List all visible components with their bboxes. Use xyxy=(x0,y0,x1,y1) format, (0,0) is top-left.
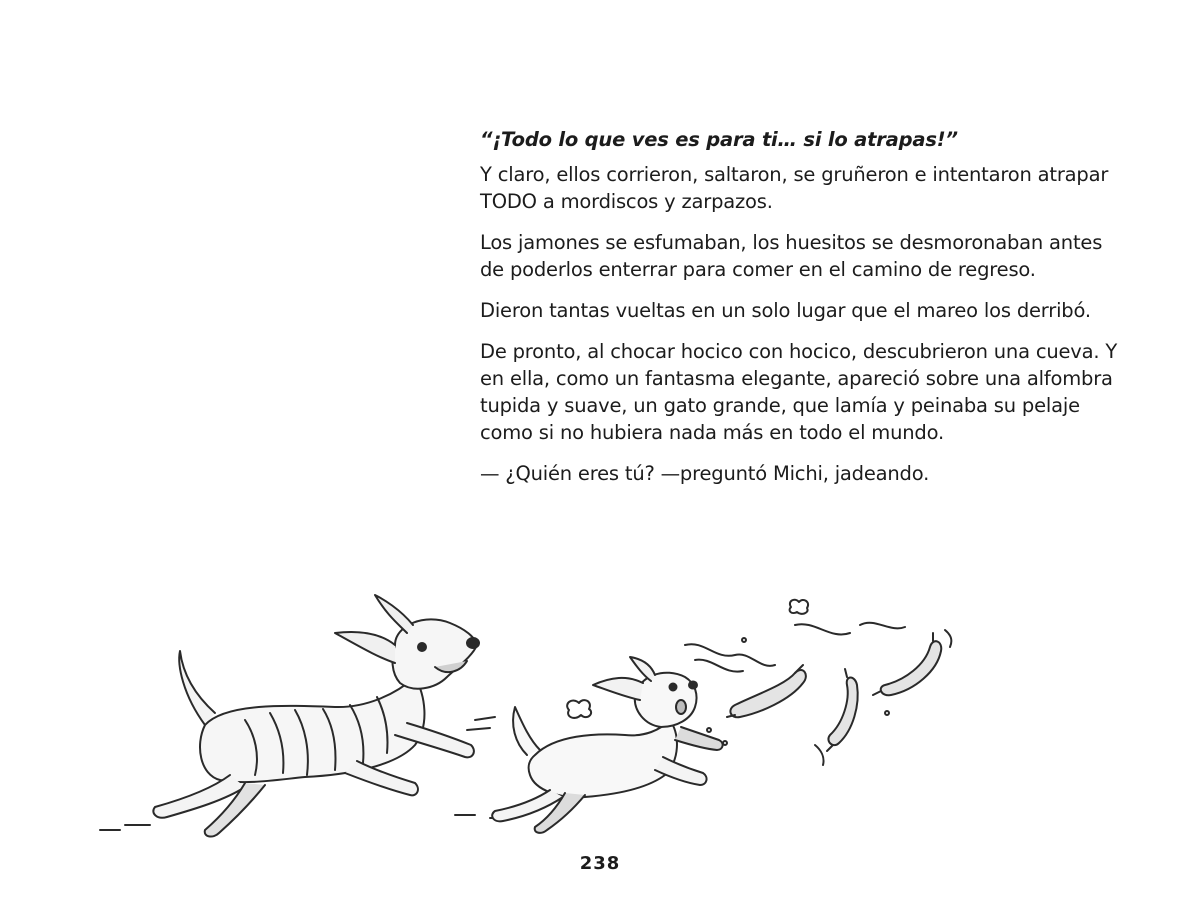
story-text xyxy=(480,126,1120,501)
sausages xyxy=(685,600,951,765)
speed-line xyxy=(100,825,150,830)
story-quote: “¡Todo lo que ves es para ti… si lo atrapas!” xyxy=(480,128,958,151)
story-paragraph-4: De pronto, al chocar hocico con hocico, descubrieron una cueva. Y en ella, como un fantasma elegante, apareció sobre una alfombra tupida y suave, un gato grande, que lamía y peinaba su pelaje como si no hubiera nada más en todo el mundo. xyxy=(480,340,1118,444)
small-dog xyxy=(492,657,722,833)
dogs-illustration xyxy=(95,585,965,845)
speed-line xyxy=(467,717,495,730)
page-number: 238 xyxy=(579,853,621,874)
big-dog xyxy=(153,595,479,837)
story-paragraph-2: Los jamones se esfumaban, los huesitos se desmoronaban antes de poderlos enterrar para comer en el camino de regreso. xyxy=(480,231,1103,281)
story-paragraph-5: — ¿Quién eres tú? —preguntó Michi, jadeando. xyxy=(480,462,930,485)
story-paragraph-3: Dieron tantas vueltas en un solo lugar que el mareo los derribó. xyxy=(480,299,1091,322)
story-paragraph-1: Y claro, ellos corrieron, saltaron, se gruñeron e intentaron atrapar TODO a mordiscos y zarpazos. xyxy=(480,163,1109,213)
